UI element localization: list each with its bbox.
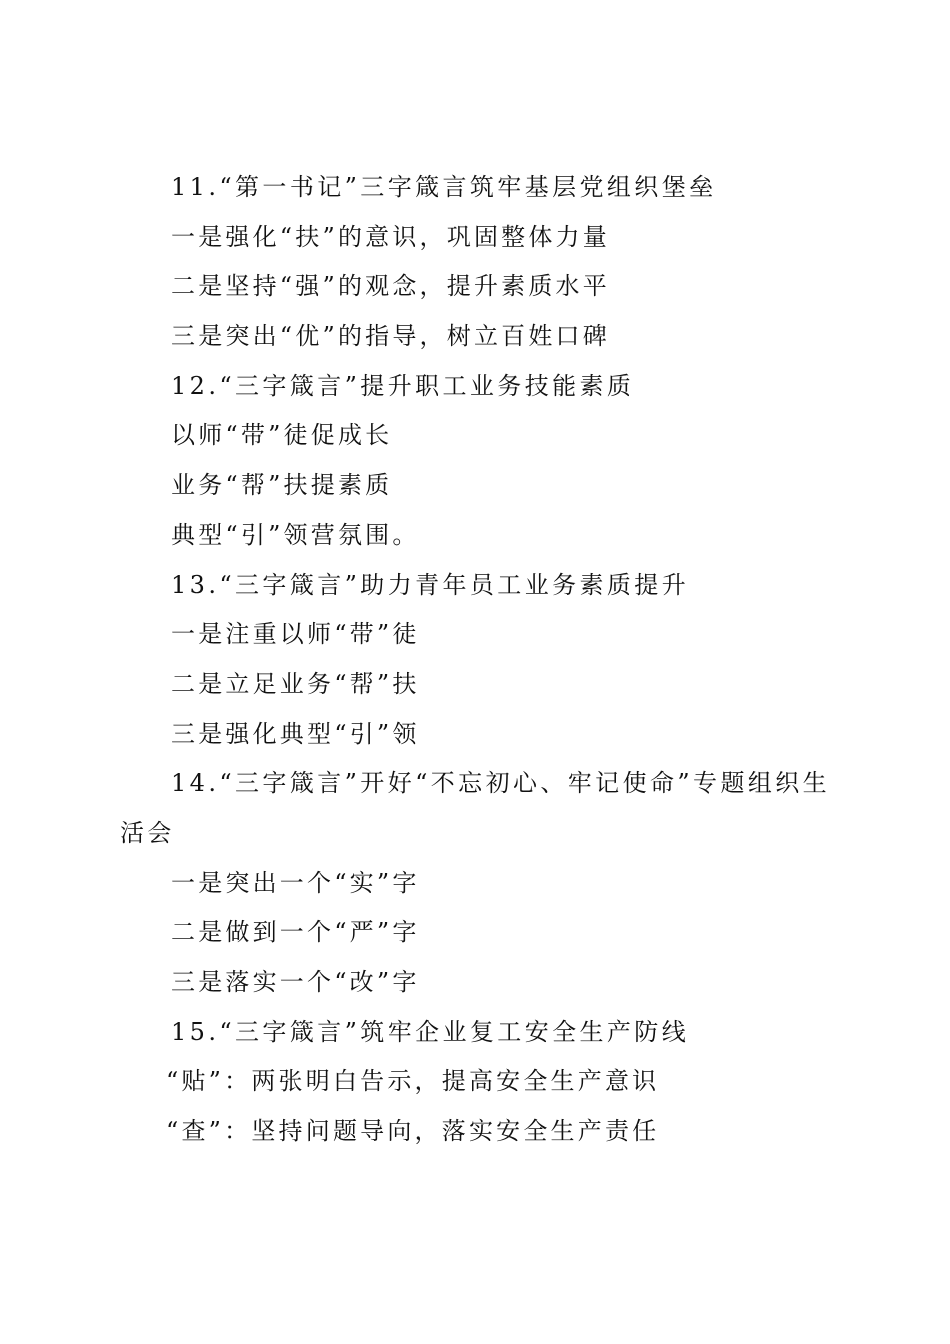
list-item: “贴”：两张明白告示，提高安全生产意识	[166, 1067, 660, 1096]
list-item: 二是坚持“强”的观念，提升素质水平	[171, 272, 610, 301]
document-body	[120, 163, 836, 1157]
section-heading-13: 13.“三字箴言”助力青年员工业务素质提升	[171, 570, 690, 599]
section-heading-14: 14.“三字箴言”开好“不忘初心、牢记使命”专题组织生活会	[120, 769, 831, 847]
list-item: “查”：坚持问题导向，落实安全生产责任	[166, 1117, 660, 1146]
list-item: 一是强化“扶”的意识，巩固整体力量	[171, 222, 610, 251]
list-item: 一是突出一个“实”字	[171, 868, 420, 897]
section-heading-11: 11.“第一书记”三字箴言筑牢基层党组织堡垒	[171, 173, 717, 201]
list-item: 典型“引”领营氛围。	[171, 520, 420, 549]
list-item: 三是落实一个“改”字	[171, 968, 420, 997]
list-item: 一是注重以师“带”徒	[171, 620, 420, 649]
list-item: 三是突出“优”的指导，树立百姓口碑	[171, 322, 610, 351]
list-item: 二是立足业务“帮”扶	[171, 669, 420, 698]
section-heading-12: 12.“三字箴言”提升职工业务技能素质	[171, 371, 635, 400]
list-item: 三是强化典型“引”领	[171, 719, 420, 748]
section-heading-15: 15.“三字箴言”筑牢企业复工安全生产防线	[171, 1017, 690, 1046]
list-item: 以师“带”徒促成长	[171, 421, 393, 450]
list-item: 二是做到一个“严”字	[171, 918, 420, 947]
list-item: 业务“帮”扶提素质	[171, 471, 393, 500]
